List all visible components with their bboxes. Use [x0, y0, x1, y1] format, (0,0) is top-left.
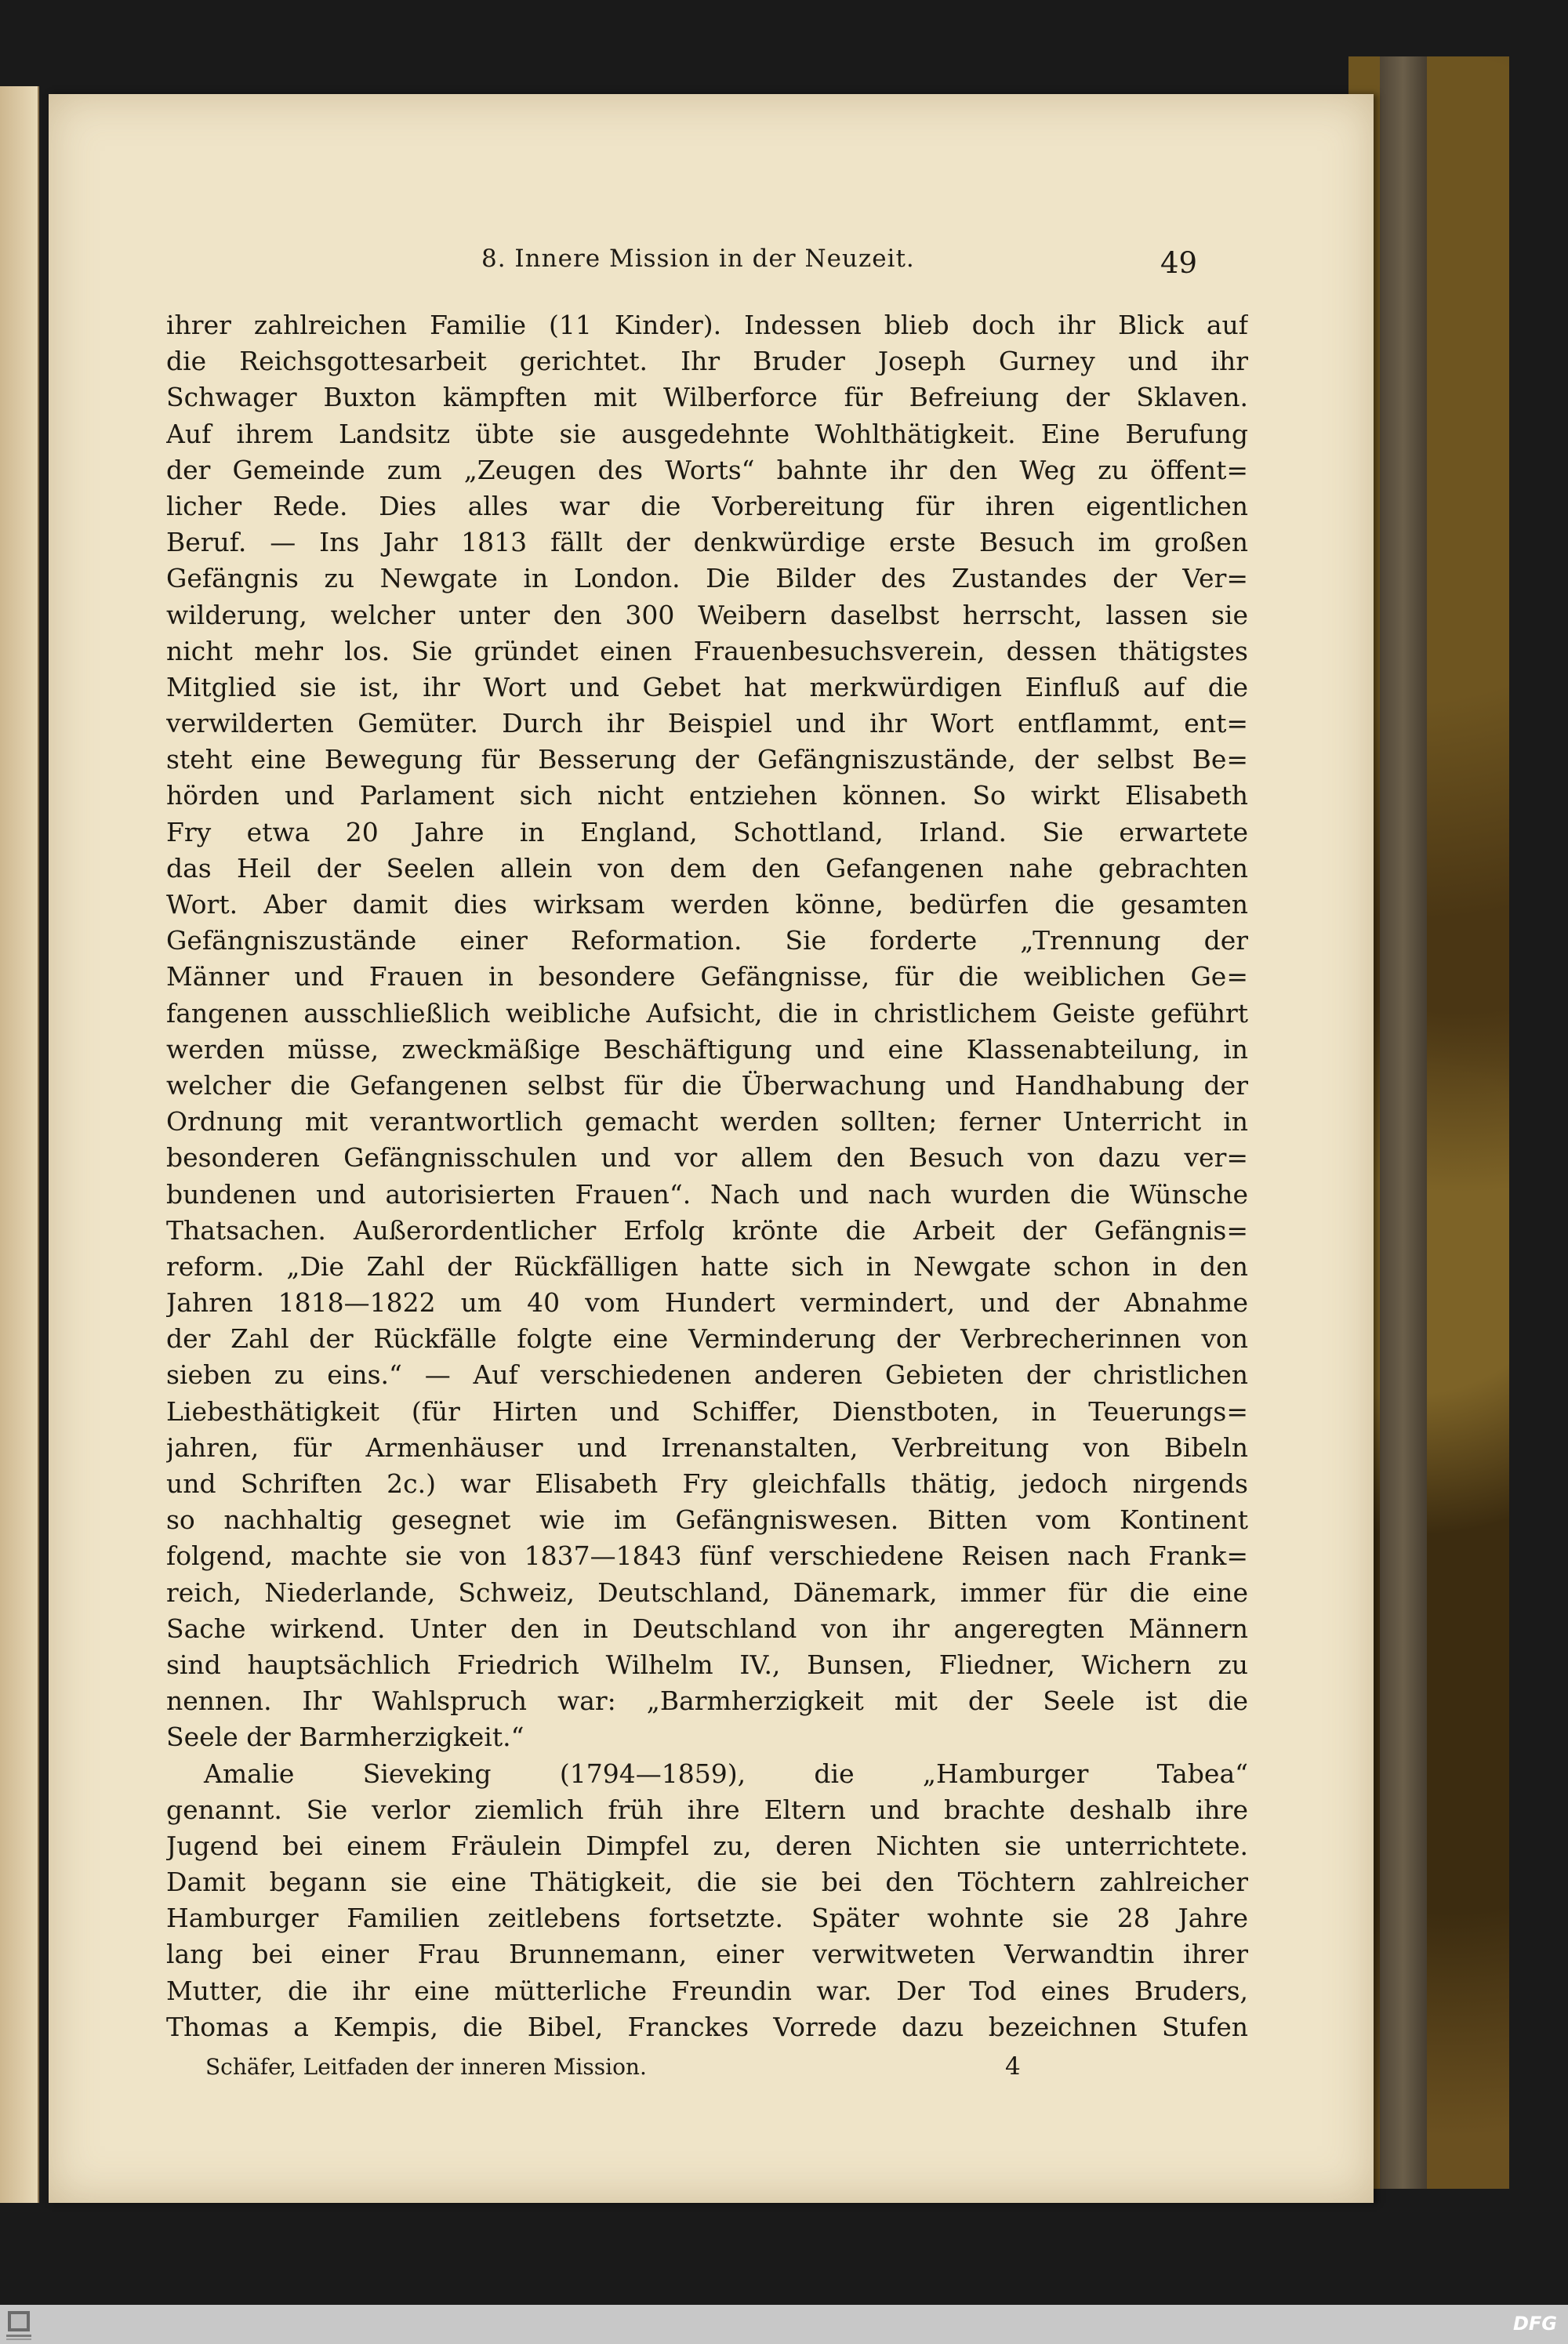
text-line: reich, Niederlande, Schweiz, Deutschland, Dänemark, immer für die eine	[166, 1577, 1248, 1608]
text-line: Mutter, die ihr eine mütterliche Freundin war. Der Tod eines Bruders,	[166, 1975, 1248, 2006]
dfg-logo: DFG	[1512, 2313, 1557, 2335]
body-text	[166, 307, 1248, 2045]
library-logo-icon	[3, 2308, 34, 2342]
text-line: Beruf. — Ins Jahr 1813 fällt der denkwürdige erste Besuch im großen	[166, 527, 1248, 558]
text-line: Amalie Sieveking (1794—1859), die „Hamburger Tabea“	[204, 1758, 1248, 1789]
text-line: so nachhaltig gesegnet wie im Gefängniswesen. Bitten vom Kontinent	[166, 1504, 1248, 1536]
footer-author-title: Schäfer, Leitfaden der inneren Mission.	[205, 2054, 647, 2080]
text-line: ihrer zahlreichen Familie (11 Kinder). Indessen blieb doch ihr Blick auf	[166, 310, 1248, 340]
text-line: Thomas a Kempis, die Bibel, Franckes Vorrede dazu bezeichnen Stufen	[166, 2011, 1248, 2042]
text-line: Ordnung mit verantwortlich gemacht werden sollten; ferner Unterricht in	[166, 1106, 1248, 1138]
text-line: Sache wirkend. Unter den in Deutschland von ihr angeregten Männern	[166, 1613, 1248, 1644]
text-line: Thatsachen. Außerordentlicher Erfolg krönte die Arbeit der Gefängnis=	[166, 1214, 1248, 1246]
text-line: Fry etwa 20 Jahre in England, Schottland, Irland. Sie erwartete	[166, 816, 1248, 847]
page-number: 49	[1160, 246, 1198, 280]
text-line: Jahren 1818—1822 um 40 vom Hundert vermindert, und der Abnahme	[166, 1287, 1248, 1319]
text-line: reform. „Die Zahl der Rückfälligen hatte sich in Newgate schon in den	[166, 1250, 1248, 1282]
text-line: nennen. Ihr Wahlspruch war: „Barmherzigkeit mit der Seele ist die	[166, 1685, 1248, 1717]
text-line: Auf ihrem Landsitz übte sie ausgedehnte Wohlthätigkeit. Eine Berufung	[166, 418, 1248, 449]
text-line: Mitglied sie ist, ihr Wort und Gebet hat merkwürdigen Einfluß auf die	[166, 671, 1248, 702]
text-line: die Reichsgottesarbeit gerichtet. Ihr Bruder Joseph Gurney und ihr	[166, 346, 1248, 377]
text-line: nicht mehr los. Sie gründet einen Frauenbesuchsverein, dessen thätigstes	[166, 635, 1248, 666]
book-spine	[1380, 56, 1427, 2189]
text-line: Damit begann sie eine Thätigkeit, die sie bei den Töchtern zahlreicher	[166, 1867, 1248, 1898]
facing-page-edge	[0, 86, 39, 2203]
text-line: sieben zu eins.“ — Auf verschiedenen anderen Gebieten der christlichen	[166, 1359, 1248, 1391]
page-footer	[49, 2054, 1374, 2088]
signature-mark: 4	[1005, 2052, 1021, 2081]
viewer-bottom-bar	[0, 2305, 1568, 2344]
text-line: der Zahl der Rückfälle folgte eine Verminderung der Verbrecherinnen von	[166, 1323, 1248, 1355]
text-line: bundenen und autorisierten Frauen“. Nach und nach wurden die Wünsche	[166, 1178, 1248, 1210]
book-page	[49, 94, 1374, 2203]
running-head: 8. Innere Mission in der Neuzeit.	[481, 245, 915, 273]
page-header	[49, 238, 1374, 285]
text-line: steht eine Bewegung für Besserung der Gefängniszustände, der selbst Be=	[166, 744, 1248, 775]
text-line: Wort. Aber damit dies wirksam werden könne, bedürfen die gesamten	[166, 889, 1248, 920]
text-line: Gefängnis zu Newgate in London. Die Bilder des Zustandes der Ver=	[166, 563, 1248, 594]
text-line: das Heil der Seelen allein von dem den Gefangenen nahe gebrachten	[166, 852, 1248, 884]
text-line: welcher die Gefangenen selbst für die Überwachung und Handhabung der	[166, 1069, 1248, 1101]
text-line: werden müsse, zweckmäßige Beschäftigung und eine Klassenabteilung, in	[166, 1033, 1248, 1065]
text-line: Hamburger Familien zeitlebens fortsetzte. Später wohnte sie 28 Jahre	[166, 1903, 1248, 1934]
text-line: jahren, für Armenhäuser und Irrenanstalten, Verbreitung von Bibeln	[166, 1431, 1248, 1463]
text-line: Schwager Buxton kämpften mit Wilberforce für Befreiung der Sklaven.	[166, 382, 1248, 413]
text-line: Männer und Frauen in besondere Gefängnisse, für die weiblichen Ge=	[166, 961, 1248, 992]
text-line: folgend, machte sie von 1837—1843 fünf verschiedene Reisen nach Frank=	[166, 1540, 1248, 1572]
text-line: Jugend bei einem Fräulein Dimpfel zu, deren Nichten sie unterrichtete.	[166, 1830, 1248, 1861]
text-line: genannt. Sie verlor ziemlich früh ihre Eltern und brachte deshalb ihre	[166, 1794, 1248, 1825]
text-line: verwilderten Gemüter. Durch ihr Beispiel und ihr Wort entflammt, ent=	[166, 708, 1248, 739]
text-line: sind hauptsächlich Friedrich Wilhelm IV., Bunsen, Fliedner, Wichern zu	[166, 1649, 1248, 1680]
text-line: besonderen Gefängnisschulen und vor allem den Besuch von dazu ver=	[166, 1142, 1248, 1174]
text-line: wilderung, welcher unter den 300 Weibern daselbst herrscht, lassen sie	[166, 599, 1248, 630]
text-line: hörden und Parlament sich nicht entziehen können. So wirkt Elisabeth	[166, 780, 1248, 811]
text-line: und Schriften 2c.) war Elisabeth Fry gleichfalls thätig, jedoch nirgends	[166, 1468, 1248, 1499]
text-line: Liebesthätigkeit (für Hirten und Schiffer, Dienstboten, in Teuerungs=	[166, 1395, 1248, 1427]
text-line: der Gemeinde zum „Zeugen des Worts“ bahnte ihr den Weg zu öffent=	[166, 454, 1248, 485]
text-line: licher Rede. Dies alles war die Vorbereitung für ihren eigentlichen	[166, 490, 1248, 521]
text-line: Gefängniszustände einer Reformation. Sie forderte „Trennung der	[166, 925, 1248, 956]
text-line: fangenen ausschließlich weibliche Aufsicht, die in christlichem Geiste geführt	[166, 997, 1248, 1029]
text-line: Seele der Barmherzigkeit.“	[166, 1722, 524, 1753]
text-line: lang bei einer Frau Brunnemann, einer verwitweten Verwandtin ihrer	[166, 1939, 1248, 1970]
